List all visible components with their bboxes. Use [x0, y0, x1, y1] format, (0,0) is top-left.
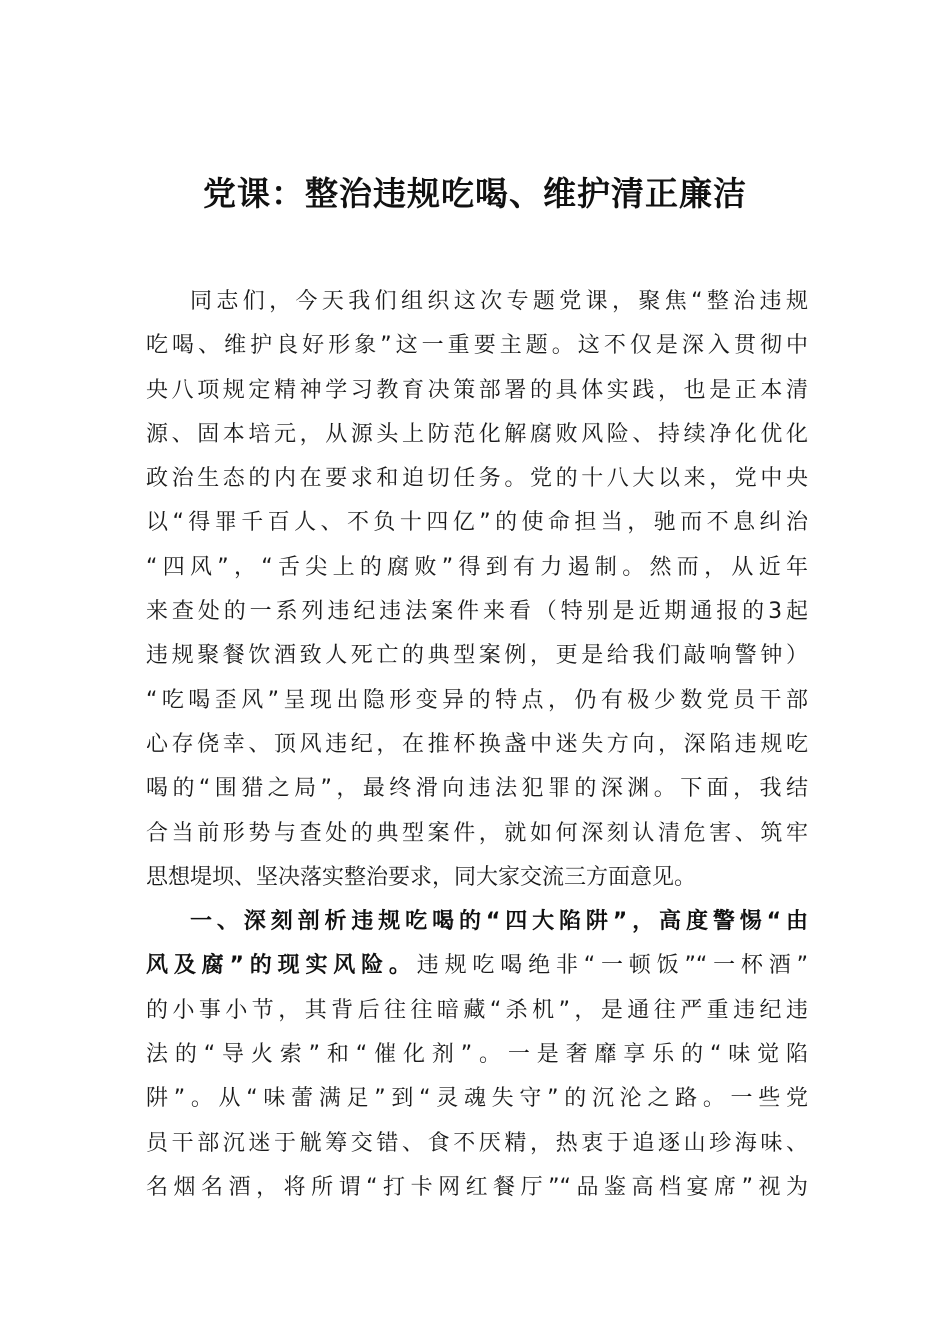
text-line: 法的“导火索”和“催化剂”。一是奢靡享乐的“味觉陷 — [146, 1042, 808, 1068]
text-line: 名烟名酒，将所谓“打卡网红餐厅”“品鉴高档宴席”视为 — [146, 1174, 808, 1200]
text-line: 源、固本培元，从源头上防范化解腐败风险、持续净化优化 — [146, 421, 808, 447]
paragraph-section-one — [146, 900, 808, 1210]
document-title: 党课：整治违规吃喝、维护清正廉洁 — [203, 174, 747, 213]
section-heading-tail: 风及腐”的现实风险。 — [146, 953, 417, 979]
text-line: 喝的“围猎之局”，最终滑向违法犯罪的深渊。下面，我结 — [146, 776, 808, 802]
text-line: 心存侥幸、顶风违纪，在推杯换盏中迷失方向，深陷违规吃 — [146, 731, 808, 757]
paragraph-intro — [146, 280, 808, 900]
text-line: 政治生态的内在要求和迫切任务。党的十八大以来，党中央 — [146, 466, 808, 492]
text-line: 的小事小节，其背后往往暗藏“杀机”，是通往严重违纪违 — [146, 997, 808, 1023]
text-line: 来查处的一系列违纪违法案件来看（特别是近期通报的3起 — [146, 599, 808, 625]
text-line: 违规聚餐饮酒致人死亡的典型案例，更是给我们敲响警钟） — [146, 643, 808, 669]
text-line: 以“得罪千百人、不负十四亿”的使命担当，驰而不息纠治 — [146, 510, 808, 536]
text-line: 阱”。从“味蕾满足”到“灵魂失守”的沉沦之路。一些党 — [146, 1086, 808, 1112]
text-line: “四风”，“舌尖上的腐败”得到有力遏制。然而，从近年 — [146, 554, 808, 580]
text-line: 思想堤坝、坚决落实整治要求，同大家交流三方面意见。 — [146, 864, 697, 890]
section-heading-line: 一、深刻剖析违规吃喝的“四大陷阱”，高度警惕“由 — [190, 909, 808, 935]
text-line: 员干部沉迷于觥筹交错、食不厌精，热衷于追逐山珍海味、 — [146, 1130, 808, 1156]
text-line: 同志们，今天我们组织这次专题党课，聚焦“整治违规 — [190, 289, 808, 314]
text-line: 合当前形势与查处的典型案件，就如何深刻认清危害、筑牢 — [146, 820, 808, 846]
text-line: “吃喝歪风”呈现出隐形变异的特点，仍有极少数党员干部 — [146, 687, 808, 713]
text-fragment: 违规吃喝绝非“一顿饭”“一杯酒” — [416, 953, 808, 979]
text-line: 吃喝、维护良好形象”这一重要主题。这不仅是深入贯彻中 — [146, 333, 808, 359]
document-body — [146, 280, 808, 1210]
text-line: 央八项规定精神学习教育决策部署的具体实践，也是正本清 — [146, 377, 808, 403]
text-line — [146, 944, 808, 988]
